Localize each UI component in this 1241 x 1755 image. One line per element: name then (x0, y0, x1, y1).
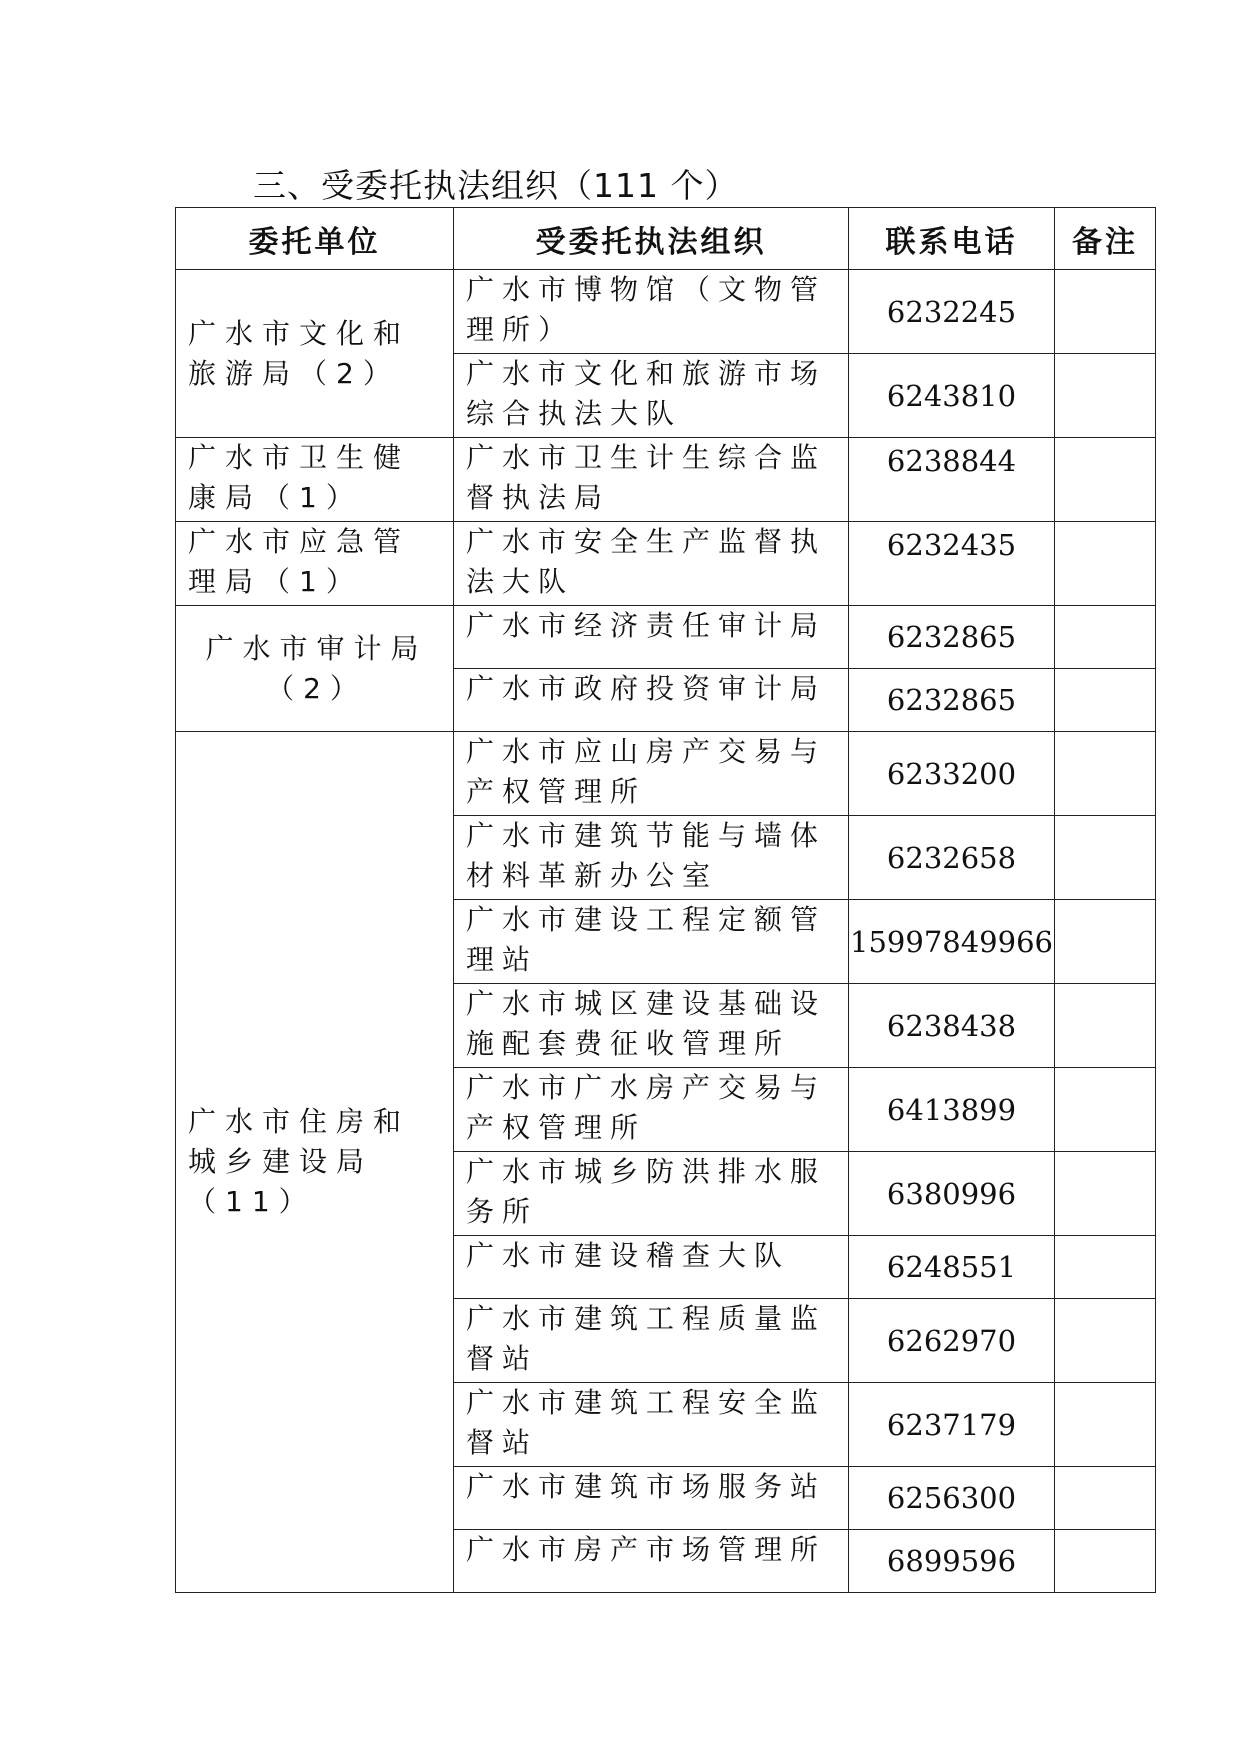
phone-cell: 6256300 (849, 1467, 1055, 1530)
org-cell: 广水市城区建设基础设施配套费征收管理所 (454, 984, 849, 1068)
phone-cell: 6232865 (849, 669, 1055, 732)
table-row (176, 522, 1156, 606)
table-row (176, 732, 1156, 816)
org-cell: 广水市建设工程定额管理站 (454, 900, 849, 984)
note-cell (1055, 522, 1156, 606)
note-cell (1055, 1236, 1156, 1299)
note-cell (1055, 669, 1156, 732)
phone-cell: 15997849966 (849, 900, 1055, 984)
unit-cell: 广水市应急管理局（1） (176, 522, 454, 606)
header-org: 受委托执法组织 (454, 208, 849, 270)
note-cell (1055, 1383, 1156, 1467)
phone-cell: 6233200 (849, 732, 1055, 816)
note-cell (1055, 438, 1156, 522)
note-cell (1055, 1530, 1156, 1593)
table-row (176, 270, 1156, 354)
org-cell: 广水市房产市场管理所 (454, 1530, 849, 1593)
table-row (176, 438, 1156, 522)
header-note: 备注 (1055, 208, 1156, 270)
org-cell: 广水市应山房产交易与产权管理所 (454, 732, 849, 816)
phone-cell: 6238844 (849, 438, 1055, 522)
note-cell (1055, 270, 1156, 354)
org-cell: 广水市安全生产监督执法大队 (454, 522, 849, 606)
table-row (176, 606, 1156, 669)
note-cell (1055, 354, 1156, 438)
header-phone: 联系电话 (849, 208, 1055, 270)
org-cell: 广水市城乡防洪排水服务所 (454, 1152, 849, 1236)
header-unit: 委托单位 (176, 208, 454, 270)
note-cell (1055, 1152, 1156, 1236)
phone-cell: 6232245 (849, 270, 1055, 354)
org-cell: 广水市建筑节能与墙体材料革新办公室 (454, 816, 849, 900)
phone-cell: 6232865 (849, 606, 1055, 669)
document-title: 三、受委托执法组织（111 个） (253, 166, 739, 205)
phone-cell: 6232435 (849, 522, 1055, 606)
org-cell: 广水市广水房产交易与产权管理所 (454, 1068, 849, 1152)
phone-cell: 6899596 (849, 1530, 1055, 1593)
org-cell: 广水市文化和旅游市场综合执法大队 (454, 354, 849, 438)
phone-cell: 6380996 (849, 1152, 1055, 1236)
org-cell: 广水市建筑工程安全监督站 (454, 1383, 849, 1467)
note-cell (1055, 1299, 1156, 1383)
org-cell: 广水市政府投资审计局 (454, 669, 849, 732)
note-cell (1055, 816, 1156, 900)
note-cell (1055, 1068, 1156, 1152)
note-cell (1055, 900, 1156, 984)
phone-cell: 6262970 (849, 1299, 1055, 1383)
note-cell (1055, 732, 1156, 816)
unit-cell: 广水市住房和城乡建设局（11） (176, 732, 454, 1593)
org-cell: 广水市卫生计生综合监督执法局 (454, 438, 849, 522)
unit-cell: 广水市审计局（2） (176, 606, 454, 732)
note-cell (1055, 984, 1156, 1068)
header-row (176, 208, 1156, 270)
phone-cell: 6248551 (849, 1236, 1055, 1299)
phone-cell: 6238438 (849, 984, 1055, 1068)
unit-cell: 广水市文化和旅游局（2） (176, 270, 454, 438)
org-cell: 广水市建筑工程质量监督站 (454, 1299, 849, 1383)
phone-cell: 6232658 (849, 816, 1055, 900)
org-cell: 广水市建筑市场服务站 (454, 1467, 849, 1530)
phone-cell: 6413899 (849, 1068, 1055, 1152)
org-cell: 广水市博物馆（文物管理所） (454, 270, 849, 354)
org-cell: 广水市建设稽查大队 (454, 1236, 849, 1299)
org-cell: 广水市经济责任审计局 (454, 606, 849, 669)
phone-cell: 6237179 (849, 1383, 1055, 1467)
note-cell (1055, 606, 1156, 669)
phone-cell: 6243810 (849, 354, 1055, 438)
note-cell (1055, 1467, 1156, 1530)
unit-cell: 广水市卫生健康局（1） (176, 438, 454, 522)
entrusted-organizations-table (175, 207, 1156, 1593)
